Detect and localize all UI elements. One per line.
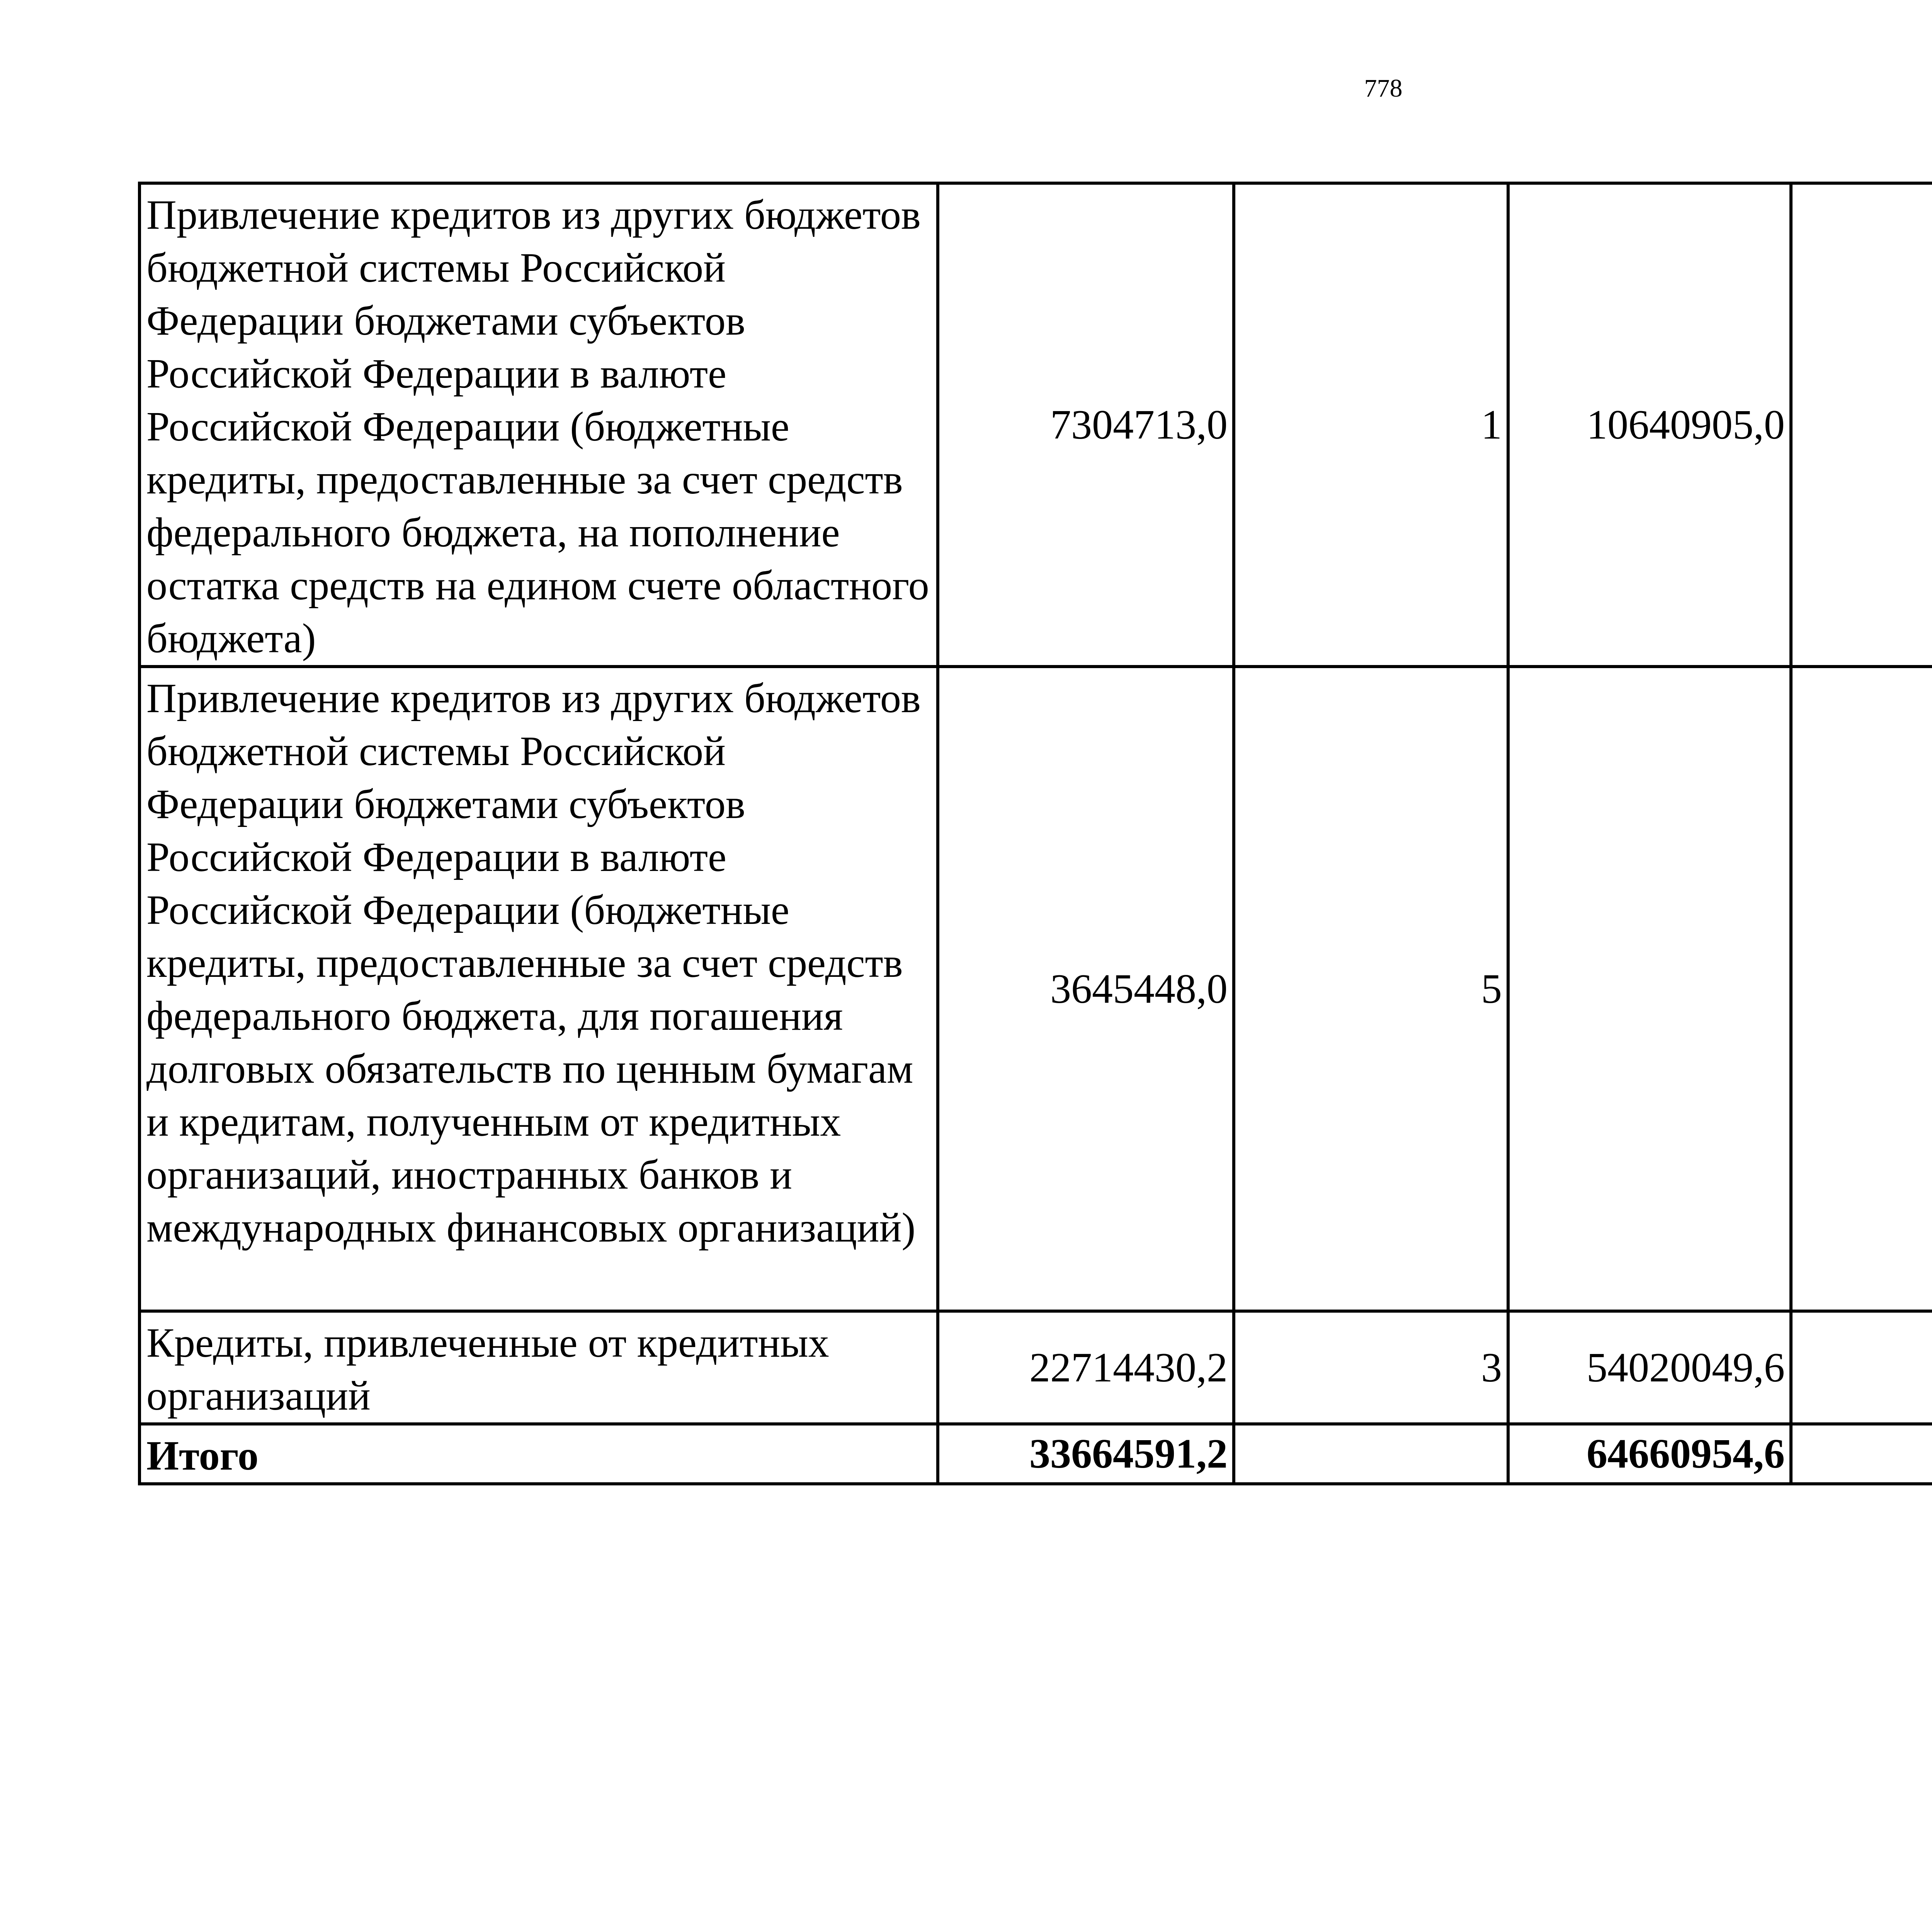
page-number: 778: [1364, 74, 1403, 102]
amount-cell: 54020049,6: [1508, 1311, 1791, 1424]
empty-cell: [1234, 1424, 1508, 1484]
total-label: Итого: [139, 1424, 938, 1484]
rank-cell: [1791, 183, 1932, 667]
table-row: [139, 183, 1932, 667]
budget-table: [138, 182, 1932, 1485]
row-description: Кредиты, привлеченные от кредитных организаций: [139, 1311, 938, 1424]
rank-cell: 3: [1234, 1311, 1508, 1424]
amount-cell: 3645448,0: [938, 667, 1234, 1311]
total-amount-cell: 33664591,2: [938, 1424, 1234, 1484]
total-row: [139, 1424, 1932, 1484]
total-amount-cell: 64660954,6: [1508, 1424, 1791, 1484]
rank-cell: [1791, 667, 1932, 1311]
amount-cell: 7304713,0: [938, 183, 1234, 667]
row-description: Привлечение кредитов из других бюджетов бюджетной системы Российской Федерации бюджетами субъектов Российской Федерации в валюте Российской Федерации (бюджетные кредиты, предоставленные за счет средств федерального бюджета, на пополнение остатка средств на едином счете областного бюджета): [139, 183, 938, 667]
amount-cell: 22714430,2: [938, 1311, 1234, 1424]
amount-cell: 10640905,0: [1508, 183, 1791, 667]
empty-cell: [1791, 1424, 1932, 1484]
amount-cell: [1508, 667, 1791, 1311]
rank-cell: 1: [1234, 183, 1508, 667]
row-description: Привлечение кредитов из других бюджетов бюджетной системы Российской Федерации бюджетами субъектов Российской Федерации в валюте Российской Федерации (бюджетные кредиты, предоставленные за счет средств федерального бюджета, для погашения долговых обязательств по ценным бумагам и кредитам, полученным от кредитных организаций, иностранных банков и международных финансовых организаций): [139, 667, 938, 1311]
table-row: [139, 667, 1932, 1311]
rank-cell: [1791, 1311, 1932, 1424]
rank-cell: 5: [1234, 667, 1508, 1311]
table-row: [139, 1311, 1932, 1424]
